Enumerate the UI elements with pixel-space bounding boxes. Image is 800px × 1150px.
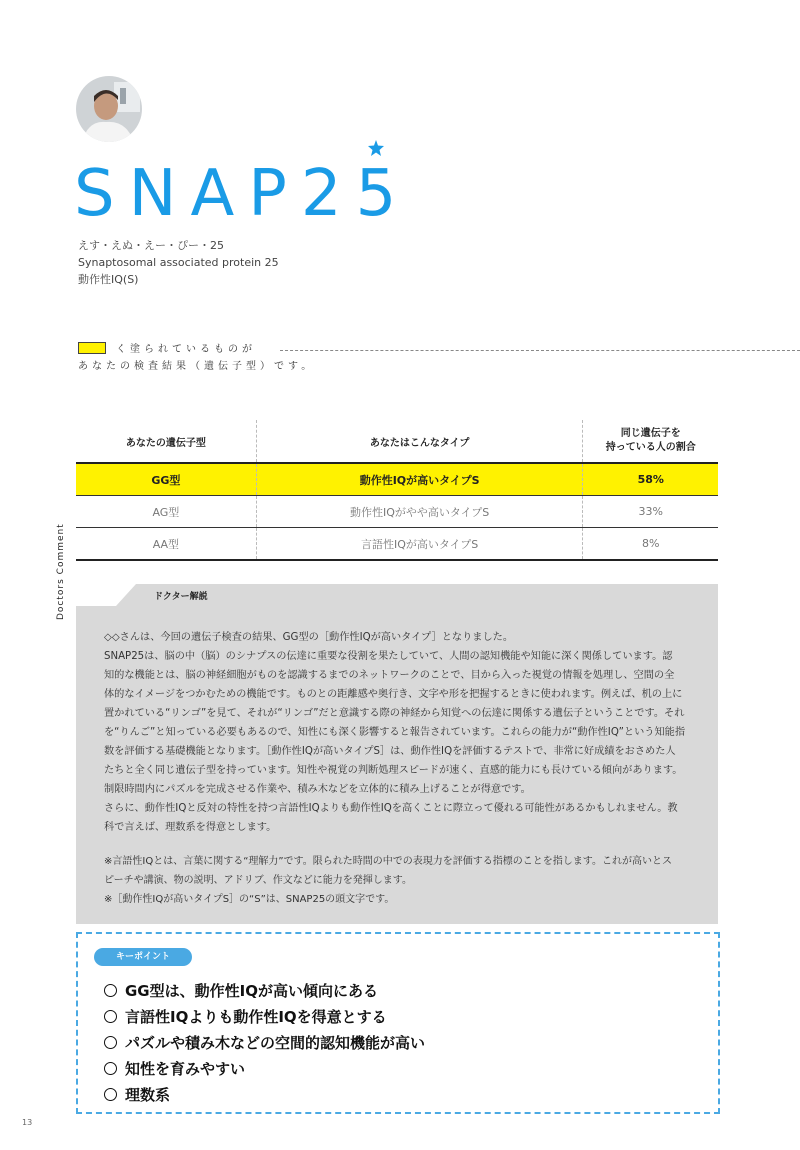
doctor-avatar [76,76,142,142]
comment-label: ドクター解説 [154,592,208,602]
comment-side-label: Doctors Comment [56,523,66,620]
full-name: Synaptosomal associated protein 25 [78,256,279,269]
genotype-cell: AG型 [76,496,256,528]
comment-body: ◇◇さんは、今回の遺伝子検査の結果、GG型の［動作性IQが高いタイプ］となりました。 SNAP25は、脳の中（脳）のシナプスの伝達に重要な役割を果たしていて、人間の認知機能や知能に深く関係しています。認 知的な機能とは、脳の神経細胞がものを認識するまでのネットワークのことで、目から入った視覚の情報を処理し、空間の全 体的なイメージをつかむための機能です。ものとの距離感や奥行き、文字や形を把握するときに使われます。例えば、机の上に 置かれている“リンゴ”を見て、それが“リンゴ”だと意識する際の神経から知覚への伝達に関係する遺伝子ということです。それ を“りんご”と知っている必要もあるので、知性にも深く影響すると報告されています。これらの能力が“動作性IQ”という知能指 数を評価する基礎機能となります。［動作性IQが高いタイプS］は、動作性IQを評価するテストで、非常に好成績をおさめた人 たちと全く同じ遺伝子型を持っています。知性や視覚の判断処理スピードが速く、直感的能力にも長けている傾向があります。 制限時間内にパズルを完成させる作業や、積み木などを立体的に積み上げることが得意です。 さらに、動作性IQと反対の特性を持つ言語性IQよりも動作性IQを高くことに際立って優れる可能性があるかもしれません。教 科で言えば、理数系を得意とします。 [104,632,686,833]
key-point-item: 理数系 [104,1084,170,1105]
legend-line-1: く塗られているものが [116,344,256,355]
key-point-item: 知性を育みやすい [104,1058,245,1079]
circle-icon [104,1036,117,1049]
genotype-cell: GG型 [76,463,256,496]
type-cell: 動作性IQが高いタイプS [256,463,583,496]
table-row [76,463,718,496]
star-icon [368,140,384,156]
ratio-cell: 8% [583,528,718,561]
reading: えす・えぬ・えー・ぴー・25 [78,239,224,252]
header-type: あなたはこんなタイプ [256,420,583,463]
type-cell: 動作性IQがやや高いタイプS [256,496,583,528]
comment-notes: ※言語性IQとは、言葉に関する“理解力”です。限られた時間の中での表現力を評価する指標のことを指します。これが高いとス ピーチや講演、物の説明、アドリブ、作文などに能力を発揮します。 ※［動作性IQが高いタイプS］の“S”は、SNAP25の頭文字です。 [104,856,672,905]
circle-icon [104,1062,117,1075]
ratio-cell: 33% [583,496,718,528]
legend-line-2: あなたの検査結果（遺伝子型）です。 [78,361,316,372]
key-point-item: パズルや積み木などの空間的認知機能が高い [104,1032,425,1053]
type-cell: 言語性IQが高いタイプS [256,528,583,561]
circle-icon [104,984,117,997]
table-header [76,420,718,463]
page-title: SNAP25 [74,157,411,231]
key-point-item: GG型は、動作性IQが高い傾向にある [104,980,378,1001]
table-row [76,528,718,561]
key-point-item: 言語性IQよりも動作性IQを得意とする [104,1006,387,1027]
genotype-table [76,420,718,561]
table-row [76,496,718,528]
divider [280,350,800,351]
category: 動作性IQ(S) [78,273,139,286]
genotype-cell: AA型 [76,528,256,561]
circle-icon [104,1010,117,1023]
key-points-badge: キーポイント [94,948,192,966]
header-genotype: あなたの遺伝子型 [76,420,256,463]
page-number: 13 [22,1118,33,1127]
ratio-cell: 58% [583,463,718,496]
circle-icon [104,1088,117,1101]
legend-swatch [78,342,106,354]
header-ratio: 同じ遺伝子を 持っている人の割合 [583,420,718,463]
